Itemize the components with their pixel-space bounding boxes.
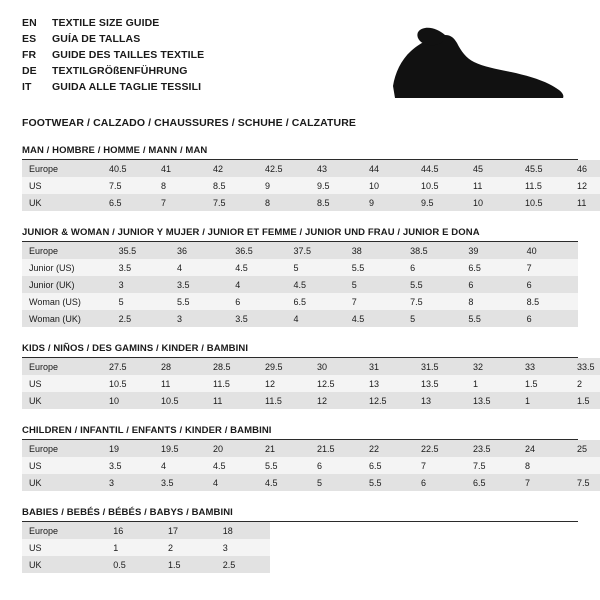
cell: 9	[362, 194, 414, 211]
table-row	[22, 276, 578, 293]
language-row-es	[22, 32, 204, 47]
cell: 3.5	[112, 259, 170, 276]
cell: 35.5	[112, 242, 170, 259]
cell: 1	[466, 375, 518, 392]
cell: 4.5	[287, 276, 345, 293]
table-row	[22, 440, 600, 457]
cell: 21	[258, 440, 310, 457]
language-row-it	[22, 80, 204, 95]
cell: 6	[310, 457, 362, 474]
cell: 28	[154, 358, 206, 375]
cell: 3	[102, 474, 154, 491]
cell: 23.5	[466, 440, 518, 457]
table-row	[22, 474, 600, 491]
cell: 9.5	[310, 177, 362, 194]
table-row	[22, 242, 578, 259]
cell: 6.5	[102, 194, 154, 211]
cell: 13.5	[466, 392, 518, 409]
row-label: UK	[22, 392, 102, 409]
cell: 10.5	[414, 177, 466, 194]
cell: 5.5	[345, 259, 403, 276]
language-title: TEXTILGRÖßENFÜHRUNG	[52, 65, 188, 77]
cell: 2	[161, 539, 216, 556]
row-label: US	[22, 375, 102, 392]
row-label: US	[22, 539, 106, 556]
cell: 42.5	[258, 160, 310, 177]
size-table-children	[22, 440, 600, 491]
cell: 5	[112, 293, 170, 310]
cell: 28.5	[206, 358, 258, 375]
language-title-list	[22, 14, 204, 95]
cell: 40.5	[102, 160, 154, 177]
cell: 6.5	[461, 259, 519, 276]
table-row	[22, 259, 578, 276]
cell: 17	[161, 522, 216, 539]
table-row	[22, 194, 600, 211]
cell: 7.5	[403, 293, 461, 310]
group-title: KIDS / NIÑOS / DES GAMINS / KINDER / BAMBINI	[22, 343, 249, 354]
group-babies	[22, 507, 578, 573]
cell: 11	[206, 392, 258, 409]
cell: 4	[228, 276, 286, 293]
cell: 11	[154, 375, 206, 392]
cell: 4	[206, 474, 258, 491]
cell: 3.5	[102, 457, 154, 474]
cell: 19	[102, 440, 154, 457]
cell: 2.5	[216, 556, 271, 573]
dress-shoe-icon	[385, 24, 570, 104]
cell: 44	[362, 160, 414, 177]
cell: 5	[345, 276, 403, 293]
cell: 1	[106, 539, 161, 556]
cell: 9.5	[414, 194, 466, 211]
cell: 1.5	[161, 556, 216, 573]
cell: 36	[170, 242, 228, 259]
cell: 6.5	[287, 293, 345, 310]
table-row	[22, 392, 600, 409]
table-row	[22, 457, 600, 474]
cell: 1.5	[518, 375, 570, 392]
size-table-babies	[22, 522, 578, 573]
cell: 4.5	[228, 259, 286, 276]
cell: 31.5	[414, 358, 466, 375]
table-row	[22, 310, 578, 327]
cell: 5	[287, 259, 345, 276]
table-row	[22, 556, 578, 573]
language-code: IT	[22, 81, 32, 93]
cell: 12	[570, 177, 600, 194]
cell: 6	[520, 310, 578, 327]
cell: 29.5	[258, 358, 310, 375]
cell: 38	[345, 242, 403, 259]
cell: 8	[461, 293, 519, 310]
cell-empty	[270, 539, 578, 556]
cell: 8	[518, 457, 570, 474]
row-label: Junior (US)	[22, 259, 112, 276]
cell: 0.5	[106, 556, 161, 573]
cell: 7	[520, 259, 578, 276]
cell: 8.5	[206, 177, 258, 194]
cell: 2	[570, 375, 600, 392]
cell: 8	[154, 177, 206, 194]
cell-empty	[270, 522, 578, 539]
cell: 38.5	[403, 242, 461, 259]
cell: 10.5	[518, 194, 570, 211]
row-label: UK	[22, 194, 102, 211]
cell: 19.5	[154, 440, 206, 457]
group-title: JUNIOR & WOMAN / JUNIOR Y MUJER / JUNIOR ET FEMME / JUNIOR UND FRAU / JUNIOR E DONA	[22, 227, 480, 238]
cell: 25	[570, 440, 600, 457]
cell: 11.5	[258, 392, 310, 409]
cell: 13	[362, 375, 414, 392]
cell: 13.5	[414, 375, 466, 392]
language-title: TEXTILE SIZE GUIDE	[52, 17, 160, 29]
cell: 5.5	[258, 457, 310, 474]
cell: 10	[466, 194, 518, 211]
cell: 31	[362, 358, 414, 375]
row-label: US	[22, 177, 102, 194]
group-title: MAN / HOMBRE / HOMME / MANN / MAN	[22, 145, 208, 156]
cell: 30	[310, 358, 362, 375]
cell: 8.5	[310, 194, 362, 211]
cell: 32	[466, 358, 518, 375]
language-title: GUIDA ALLE TAGLIE TESSILI	[52, 81, 202, 93]
cell: 11	[570, 194, 600, 211]
cell: 4.5	[258, 474, 310, 491]
language-code: DE	[22, 65, 37, 77]
cell: 7	[154, 194, 206, 211]
cell: 36.5	[228, 242, 286, 259]
cell: 3.5	[170, 276, 228, 293]
group-children	[22, 425, 590, 491]
cell: 37.5	[287, 242, 345, 259]
language-code: ES	[22, 33, 37, 45]
cell: 10	[362, 177, 414, 194]
cell: 3	[112, 276, 170, 293]
cell: 4.5	[345, 310, 403, 327]
row-label: US	[22, 457, 102, 474]
cell: 10	[102, 392, 154, 409]
cell: 10.5	[102, 375, 154, 392]
cell: 6	[461, 276, 519, 293]
cell: 6.5	[362, 457, 414, 474]
cell: 27.5	[102, 358, 154, 375]
row-label: Junior (UK)	[22, 276, 112, 293]
cell: 6.5	[466, 474, 518, 491]
row-label: Woman (US)	[22, 293, 112, 310]
cell	[570, 457, 600, 474]
cell: 6	[520, 276, 578, 293]
table-row	[22, 160, 600, 177]
row-label: Woman (UK)	[22, 310, 112, 327]
size-table-junior-woman	[22, 242, 578, 327]
cell: 41	[154, 160, 206, 177]
language-row-fr	[22, 48, 204, 63]
row-label: Europe	[22, 522, 106, 539]
cell: 21.5	[310, 440, 362, 457]
group-title: CHILDREN / INFANTIL / ENFANTS / KINDER / BAMBINI	[22, 425, 272, 436]
table-row	[22, 358, 600, 375]
language-row-en	[22, 16, 204, 31]
cell: 4.5	[206, 457, 258, 474]
group-junior-woman	[22, 227, 578, 327]
cell: 5.5	[170, 293, 228, 310]
cell: 4	[170, 259, 228, 276]
cell: 3	[216, 539, 271, 556]
cell: 12	[310, 392, 362, 409]
cell: 5	[403, 310, 461, 327]
cell: 46	[570, 160, 600, 177]
cell: 20	[206, 440, 258, 457]
size-table-man	[22, 160, 600, 211]
cell: 5	[310, 474, 362, 491]
cell: 45.5	[518, 160, 570, 177]
cell: 22.5	[414, 440, 466, 457]
cell: 6	[414, 474, 466, 491]
cell: 1	[518, 392, 570, 409]
cell: 11	[466, 177, 518, 194]
cell-empty	[270, 556, 578, 573]
language-code: EN	[22, 17, 37, 29]
cell: 7.5	[466, 457, 518, 474]
cell: 16	[106, 522, 161, 539]
cell: 4	[154, 457, 206, 474]
cell: 7.5	[102, 177, 154, 194]
cell: 39	[461, 242, 519, 259]
cell: 5.5	[362, 474, 414, 491]
cell: 5.5	[461, 310, 519, 327]
row-label: Europe	[22, 440, 102, 457]
cell: 33	[518, 358, 570, 375]
cell: 9	[258, 177, 310, 194]
cell: 13	[414, 392, 466, 409]
cell: 6	[403, 259, 461, 276]
cell: 8	[258, 194, 310, 211]
row-label: Europe	[22, 160, 102, 177]
row-label: UK	[22, 474, 102, 491]
cell: 3.5	[228, 310, 286, 327]
language-title: GUÍA DE TALLAS	[52, 33, 141, 45]
table-row	[22, 177, 600, 194]
cell: 11.5	[206, 375, 258, 392]
cell: 7	[518, 474, 570, 491]
cell: 18	[216, 522, 271, 539]
cell: 11.5	[518, 177, 570, 194]
cell: 42	[206, 160, 258, 177]
cell: 12.5	[362, 392, 414, 409]
cell: 7	[414, 457, 466, 474]
table-row	[22, 539, 578, 556]
row-label: Europe	[22, 358, 102, 375]
row-label: Europe	[22, 242, 112, 259]
language-code: FR	[22, 49, 37, 61]
language-row-de	[22, 64, 204, 79]
cell: 10.5	[154, 392, 206, 409]
cell: 7.5	[206, 194, 258, 211]
cell: 24	[518, 440, 570, 457]
cell: 44.5	[414, 160, 466, 177]
cell: 1.5	[570, 392, 600, 409]
cell: 43	[310, 160, 362, 177]
group-man	[22, 145, 588, 211]
cell: 40	[520, 242, 578, 259]
group-kids	[22, 343, 595, 409]
table-row	[22, 522, 578, 539]
cell: 6	[228, 293, 286, 310]
cell: 7.5	[570, 474, 600, 491]
group-title: BABIES / BEBÉS / BÉBÉS / BABYS / BAMBINI	[22, 507, 233, 518]
cell: 8.5	[520, 293, 578, 310]
cell: 33.5	[570, 358, 600, 375]
cell: 22	[362, 440, 414, 457]
cell: 4	[287, 310, 345, 327]
cell: 5.5	[403, 276, 461, 293]
table-row	[22, 293, 578, 310]
row-label: UK	[22, 556, 106, 573]
cell: 2.5	[112, 310, 170, 327]
size-table-kids	[22, 358, 600, 409]
cell: 45	[466, 160, 518, 177]
cell: 12.5	[310, 375, 362, 392]
header	[22, 14, 578, 104]
language-title: GUIDE DES TAILLES TEXTILE	[52, 49, 205, 61]
cell: 7	[345, 293, 403, 310]
cell: 3.5	[154, 474, 206, 491]
cell: 3	[170, 310, 228, 327]
table-row	[22, 375, 600, 392]
page-title: FOOTWEAR / CALZADO / CHAUSSURES / SCHUHE / CALZATURE	[22, 117, 357, 129]
cell: 12	[258, 375, 310, 392]
